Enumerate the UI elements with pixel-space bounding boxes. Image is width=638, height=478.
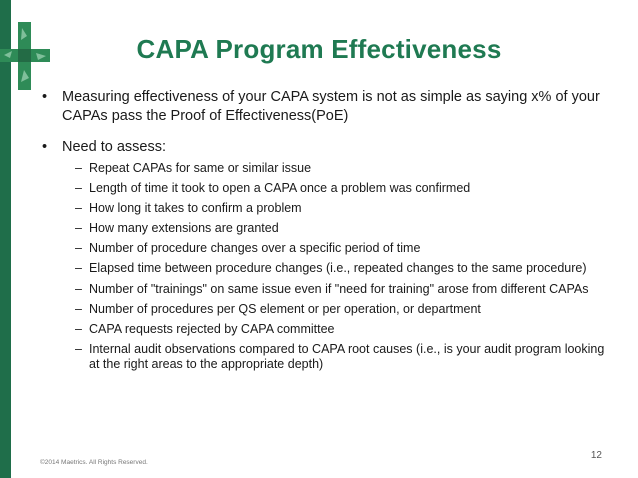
list-item: – Internal audit observations compared to CAPA root causes (i.e., is your audit program looking at the right areas to the appropriate depth): [75, 342, 617, 373]
list-item: – Number of procedure changes over a specific period of time: [75, 241, 617, 257]
page-number: 12: [590, 450, 602, 461]
copyright-notice: ©2014 Maetrics. All Rights Reserved.: [40, 459, 148, 466]
list-item: – CAPA requests rejected by CAPA committee: [75, 322, 617, 338]
list-item: – How long it takes to confirm a problem: [75, 201, 617, 217]
list-item: – Number of procedures per QS element or per operation, or department: [75, 302, 617, 318]
bullet-need-to-assess: • Need to assess:: [42, 138, 617, 157]
slide-title: CAPA Program Effectiveness: [136, 34, 502, 64]
list-item: – Length of time it took to open a CAPA once a problem was confirmed: [75, 181, 617, 197]
list-item: – How many extensions are granted: [75, 221, 617, 237]
list-item: – Elapsed time between procedure changes (i.e., repeated changes to the same procedure): [75, 261, 617, 277]
slide-content: [42, 88, 617, 377]
bullet-measuring-effectiveness: • Measuring effectiveness of your CAPA system is not as simple as saying x% of your CAPAs pass the Proof of Effectiveness(PoE): [42, 88, 617, 126]
list-item: – Number of "trainings" on same issue even if "need for training" arose from different CAPAs: [75, 282, 617, 298]
list-item: – Repeat CAPAs for same or similar issue: [75, 161, 617, 177]
assessment-list: [75, 161, 617, 373]
